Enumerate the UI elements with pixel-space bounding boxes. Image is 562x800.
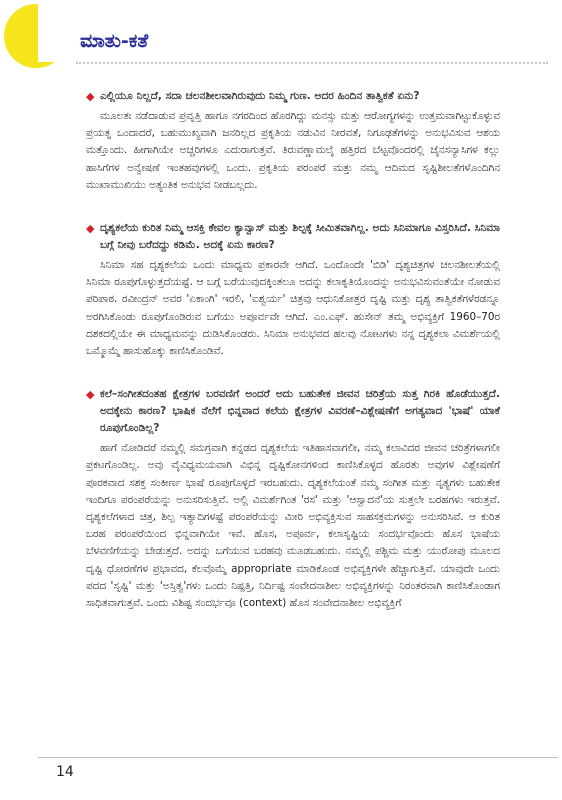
qa-item <box>86 88 500 194</box>
diamond-bullet-icon: ◆ <box>86 222 95 236</box>
question-text: ಕಲೆ–ಸಂಗೀತದಂತಹ ಕ್ಷೇತ್ರಗಳ ಬರವಣಿಗೆ ಅಂದರೆ ಅದು ಬಹುತೇಕ ಜೀವನ ಚರಿತ್ರೆಯ ಸುತ್ತ ಗಿರಕಿ ಹೊಡೆಯುತ್ತದೆ. ಅದಕ್ಕೇನು ಕಾರಣ? ಭಾಷಿಕ ನೆಲೆಗೆ ಭಿನ್ನವಾದ ಕಲೆಯ ಕ್ಷೇತ್ರಗಳ ವಿವರಣೆ–ವಿಶ್ಲೇಷಣೆಗೆ ಅಗತ್ಯವಾದ 'ಭಾಷೆ' ಯಾಕೆ ರೂಪುಗೊಂಡಿಲ್ಲ? <box>100 388 500 435</box>
answer-text: ಸಿನಿಮಾ ಸಹ ದೃಶ್ಯಕಲೆಯ ಒಂದು ಮಾಧ್ಯಮ ಪ್ರಕಾರವೇ ಆಗಿದೆ. ಒಂದೊಂದೇ 'ಬಿಡಿ' ದೃಶ್ಯಚಿತ್ರಗಳ ಚಲನಶೀಲತೆಯಲ್ಲಿ ಸಿನಿಮಾ ರೂಪುಗೊಳ್ಳುತ್ತದೆಯಷ್ಟೆ. ಆ ಬಗ್ಗೆ ಬರೆಯುವುದಕ್ಕಿಂತಲೂ ಅದನ್ನು ಕಲಾಕೃತಿಯೊಂದನ್ನು ಅನುಭವಿಸುವಂತೆಯೇ ನೋಡುವ ಪರಿಪಾಠ. ರವೀಂದ್ರನ್ ಅವರ 'ಏಕಾಂಗಿ' ಇರಲಿ, 'ಐಶ್ವರ್ಯ' ಚಿತ್ರವು ಆಧುನಿಕೋತ್ತರ ದೃಷ್ಟಿ ಮತ್ತು ದೃಶ್ಯ ತಾತ್ವಿಕತೆಗಳೆರಡನ್ನೂ ಅರಗಿಸಿಕೊಂಡು ರೂಪುಗೊಂಡಿರುವ ಬಗೆಯು ಅಪೂರ್ವವೇ ಆಗಿದೆ. ಎಂ.ಎಫ್. ಹುಸೇನ್ ತಮ್ಮ ಅಭಿವ್ಯಕ್ತಿಗೆ 1960–70ರ ದಶಕದಲ್ಲಿಯೇ ಈ ಮಾಧ್ಯಮವನ್ನು ದುಡಿಸಿಕೊಂಡರು. ಸಿನಿಮಾ ಅನುಭವದ ಹಲವು ನೋಟಗಳು ನನ್ನ ದೃಶ್ಯಕಲಾ ವಿಮರ್ಶೆಯಲ್ಲಿ ಒಮ್ಮೊಮ್ಮೆ ಹಾಸುಹೊಕ್ಕು ಕಾಣಿಸಿಕೊಂಡಿವೆ. <box>86 259 500 358</box>
interview-content <box>86 88 500 638</box>
diamond-bullet-icon: ◆ <box>86 388 95 402</box>
question-text: ದೃಶ್ಯಕಲೆಯ ಕುರಿತ ನಿಮ್ಮ ಆಸಕ್ತಿ ಕೇವಲ ಕ್ಯಾನ್ವಾಸ್ ಮತ್ತು ಶಿಲ್ಪಕ್ಕೆ ಸೀಮಿತವಾಗಿಲ್ಲ. ಅದು ಸಿನಿಮಾಗೂ ವಿಸ್ತರಿಸಿದೆ. ಸಿನಿಮಾ ಬಗ್ಗೆ ನೀವು ಬರೆದದ್ದು ಕಡಿಮೆ. ಅದಕ್ಕೆ ಏನು ಕಾರಣ? <box>100 222 500 252</box>
title-divider <box>76 62 548 64</box>
footer-divider <box>38 757 558 758</box>
diamond-bullet-icon: ◆ <box>86 90 95 103</box>
qa-item <box>86 220 500 360</box>
question <box>86 88 500 105</box>
answer-text: ಹಾಗೆ ನೋಡಿದರೆ ನಮ್ಮಲ್ಲಿ ಸಮಗ್ರವಾಗಿ ಕನ್ನಡದ ದೃಶ್ಯಕಲೆಯ ಇತಿಹಾಸವಾಗಲೀ, ನಮ್ಮ ಕಲಾವಿದರ ಜೀವನ ಚರಿತ್ರೆಗಳಾಗಲೀ ಪ್ರಕಟಗೊಂಡಿಲ್ಲ. ಅವು ವೈವಿಧ್ಯಮಯವಾಗಿ ವಿಭಿನ್ನ ದೃಷ್ಟಿಕೋನಗಳಿಂದ ಕಾಣಿಸಿಕೊಳ್ಳದ ಹೊರತು ಅವುಗಳ ವಿಶ್ಲೇಷಣೆಗೆ ಪೂರಕವಾದ ಸಶಕ್ತ ಸಂಕೀರ್ಣ ಭಾಷೆ ರೂಪುಗೊಳ್ಳದೆ ಇರಬಹುದು. ದೃಶ್ಯಕಲೆಯಂತೆ ನಮ್ಮ ಸಂಗೀತ ಮತ್ತು ನೃತ್ಯಗಳು ಬಹುತೇಕ ಇಂದಿಗೂ ಪರಂಪರೆಯನ್ನು ಅನುಸರಿಸುತ್ತಿವೆ. ಅಲ್ಲಿ ವಿಮರ್ಶೆಗಿಂತ 'ರಸ' ಮತ್ತು 'ಆಸ್ವಾದನೆ'ಯ ಸುತ್ತಲೇ ಬರಹಗಳು ಇರುತ್ತವೆ. ದೃಶ್ಯಕಲೆಗಳಾದ ಚಿತ್ರ, ಶಿಲ್ಪ ಇತ್ಯಾದಿಗಳಷ್ಟೆ ಪರಂಪರೆಯನ್ನು ಮೀರಿ ಅಭಿವ್ಯಕ್ತಿಸುವ ಸಾಹಸಕ್ರಮಗಳನ್ನು ಅನುಸರಿಸಿವೆ. ಆ ಕುರಿತ ಬರಹ ಪರಂಪರೆಯಿಂದ ಭಿನ್ನವಾಗಿಯೇ ಇವೆ. ಹೊಸ, ಅಪೂರ್ವ, ಕಲಾಸೃಷ್ಟಿಯ ಸಂದರ್ಭವೊಂದು ಹೊಸ ಭಾಷೆಯ ಬೆಳವಣಿಗೆಯನ್ನು ಬೇಡುತ್ತದೆ. ಅದನ್ನು ಬಗೆಯುವ ಬರಹವು ಮೂಡಬಹುದು. ನಮ್ಮಲ್ಲಿ ಪಶ್ಚಿಮ ಮತ್ತು ಯುರೋಪು ಮೂಲದ ದೃಷ್ಟಿ ಧೋರಣೆಗಳ ಪ್ರಭಾವದ, ಕೆಲವೊಮ್ಮೆ appropriate ಮಾಡಿಕೊಂಡ ಅಭಿವ್ಯಕ್ತಿಗಳೇ ಹೆಚ್ಚಾಗುತ್ತಿವೆ. ಯಾವುದೇ ಒಂದು ಪದದ 'ಸೃಷ್ಟಿ' ಮತ್ತು 'ಅಸ್ತಿತ್ವ'ಗಳು ಒಂದು ನಿಷ್ಪತ್ತಿ, ನಿರ್ದಿಷ್ಟ ಸಂವೇದನಾಶೀಲ ಅಭಿವ್ಯಕ್ತಿಗಳನ್ನು ನಿರಂತರವಾಗಿ ಕಾಣಿಸಿಕೊಂಡಾಗ ಸಾಧಿತವಾಗುತ್ತವೆ. ಒಂದು ವಿಶಿಷ್ಟ ಸಂದರ್ಭವೂ (context) ಹೊಸ ಸಂವೇದನಾಶೀಲ ಅಭಿವ್ಯಕ್ತಿಗೆ <box>86 442 500 610</box>
section-title: ಮಾತು-ಕತೆ <box>80 30 149 52</box>
question-text: ಎಲ್ಲಿಯೂ ನಿಲ್ಲದೆ, ಸದಾ ಚಲನಶೀಲವಾಗಿರುವುದು ನಿಮ್ಮ ಗುಣ. ಅದರ ಹಿಂದಿನ ತಾತ್ವಿಕತೆ ಏನು? <box>100 90 420 102</box>
page-number: 14 <box>56 764 74 780</box>
qa-item <box>86 386 500 612</box>
question <box>86 386 500 437</box>
question <box>86 220 500 254</box>
answer-text: ಮೂಲತಃ ನಡೆದಾಡುವ ಪ್ರವೃತ್ತಿ ಹಾಗೂ ನಗರದಿಂದ ಹೊರಗಿದ್ದು ಮನಸ್ಸು ಮತ್ತು ಆರೋಗ್ಯಗಳನ್ನು ಉತ್ತಮವಾಗಿಟ್ಟುಕೊಳ್ಳುವ ಪ್ರಯತ್ನ ಒಂದಾದರೆ, ಬಹುಮುಖ್ಯವಾಗಿ ಜನರಿಲ್ಲದ ಪ್ರಕೃತಿಯ ನಡುವಿನ ನೀರವತೆ, ನಿಗೂಢತೆಗಳನ್ನು ಅನುಭವಿಸುವ ಆಶಯ ಮತ್ತೊಂದು. ಹೀಗಾಗಿಯೇ ಅಚ್ಚರಿಗಳೂ ಎದುರಾಗುತ್ತವೆ. ತಿರುವಣ್ಣಾಮಲೈ ಹತ್ತಿರದ ಬೆಟ್ಟವೊಂದರಲ್ಲಿ ಜೈನಸನ್ಯಾಸಿಗಳ ಕಲ್ಲು ಹಾಸಿಗೆಗಳ ಅನ್ವೇಷಣೆ ಇಂತಹವುಗಳಲ್ಲಿ ಒಂದು. ಪ್ರಕೃತಿಯ ಪರಂಪರೆ ಮತ್ತು ನಮ್ಮ ಆದಿಮದ ಸೃಷ್ಟಿಶೀಲತೆಗಳೊಂದಿಗಿನ ಮುಖಾಮುಖಿಯು ಅತ್ಯಂತಿಕ ಅನುಭವ ನೀಡಬಲ್ಲದು. <box>86 110 500 191</box>
